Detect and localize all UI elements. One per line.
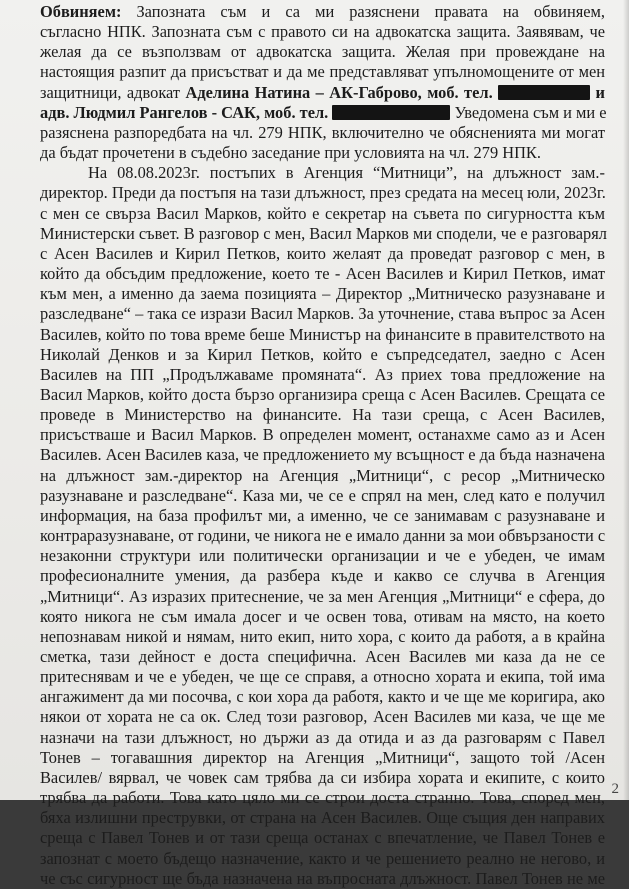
text-line: с Асен Василев и Кирил Петков, които желаят да проведат разговор с мен, в xyxy=(40,243,605,263)
text-line: присъстваше и Васил Марков. В определен момент, останахме само аз и Асен xyxy=(40,425,605,445)
text-line: Василев на ПП „Продължаваме промяната“. Аз приех това предложение на xyxy=(40,364,605,384)
text-line: Васил Марков, който доста бързо организира среща с Асен Василев. Срещата се xyxy=(40,384,605,404)
text-line: информация, на база профилът ми, а именно, че се занимавам с разузнаване и xyxy=(40,505,605,525)
text-line: на длъжност зам.-директор на Агенция „Митници“, с ресор „Митническо xyxy=(40,465,605,485)
text-line: адв. Людмил Рангелов - САК, моб. тел. Уведомена съм и ми е xyxy=(40,102,607,122)
text-line: Василев. Асен Василев каза, че предложението му всъщност е да бъда назначена xyxy=(40,445,605,465)
text-line: който да обсъдим предложение, което те - Асен Василев и Кирил Петков, имат xyxy=(40,264,605,284)
text-line: проведе в Министерство на финансите. На тази среща, с Асен Василев, xyxy=(40,405,605,425)
text-line: настоящия разпит да присъстват и да ме представляват упълномощените от мен xyxy=(40,62,605,82)
text-line: някои от хората не са ок. След този разговор, Асен Василев ми каза, че ще ме xyxy=(40,707,605,727)
text-line: Министерски съвет. В разговор с мен, Васил Марков ми сподели, че е разговарял xyxy=(40,223,607,243)
text-line: Тонев – тогавашния директор на Агенция „Митници“, защото той /Асен xyxy=(40,747,605,767)
text-line: Василев, който по това време беше Министър на финансите в правителството на xyxy=(40,324,605,344)
text-line: контраразузнаване, от години, че никога не е имало данни за мои обвързаности с xyxy=(40,526,606,546)
text-line: непознавам никой и нямам, нито екип, нито хора, с които да работя, а в крайна xyxy=(40,626,605,646)
text-line: с мен се свърза Васил Марков, който е секретар на съвета по сигурността към xyxy=(40,203,605,223)
text-line: да бъдат прочетени в съдебно заседание при условията на чл. 279 НПК. xyxy=(40,143,541,163)
text-line: разяснена разпоредбата на чл. 279 НПК, включително че обясненията ми могат xyxy=(40,122,605,142)
text-line: ангажимент да ми посочва, с кои хора да работя, както и че ще ме коригира, ако xyxy=(40,687,605,707)
text-line: трябва да работи. Това като цяло ми се строи доста странно. Това, според мен, xyxy=(40,788,605,808)
text-line: притеснявам и че е убеден, че ще се справя, а относно хората и екипа, той има xyxy=(40,667,605,687)
text-line: съгласно НПК. Запозната съм с правото си на адвокатска защита. Заявявам, че xyxy=(40,22,605,42)
text-line: запознат с моето бъдещо назначение, както и че решението реално не негово, и xyxy=(40,848,605,868)
document-body xyxy=(40,2,605,889)
text-line: На 08.08.2023г. постъпих в Агенция “Митници”, на длъжност зам.- xyxy=(88,163,605,183)
text-line: професионалните умения, да разбера къде и какво се случва в Агенция xyxy=(40,566,605,586)
text-line: назначи на тази длъжност, но държи аз да отида и аз да разговарям с Павел xyxy=(40,727,605,747)
redacted-phone xyxy=(332,105,450,120)
text-line: защитници, адвокат Аделина Натина – АК-Габрово, моб. тел. и xyxy=(40,82,605,102)
text-line: директор. Преди да постъпя на тази длъжност, през средата на месец юли, 2023г. xyxy=(40,183,606,203)
text-line: „Митници“. Аз изразих притеснение, че за мен Агенция „Митници“ е сфера, до xyxy=(40,586,605,606)
redacted-phone xyxy=(498,85,590,100)
text-line: среща с Павел Тонев и от тази среща останах с впечатление, че Павел Тонев е xyxy=(40,828,605,848)
text-line: желая да се възползвам от адвокатска защита. Желая при провеждане на xyxy=(40,42,605,62)
page-edge-shadow xyxy=(623,0,629,800)
defendant-label: Обвиняем: xyxy=(40,2,122,21)
text-line: сметка, тази дейност е доста специфична. Асен Василев ми каза да не се xyxy=(40,647,605,666)
text-line: към мен, а именно да заема позицията – Директор „Митническо разузнаване и xyxy=(40,284,605,304)
text-line: разузнаване и разследване“. Каза ми, че се е спрял на мен, след като е получил xyxy=(40,485,605,505)
text-line: че със сигурност ще бъда назначена на въпросната длъжност. Павел Тонев не ме xyxy=(40,868,605,888)
text-line: Василев/ вярвал, че човек сам трябва да си избира хората и екипите, с които xyxy=(40,767,605,787)
text-line: разследване“ – така се изрази Васил Марков. За уточнение, става въпрос за Асен xyxy=(40,304,605,324)
text-line: която никога не съм имала досег и че освен това, отивам на място, на което xyxy=(40,606,605,626)
text-line: бяха излишни преструвки, от страна на Асен Василев. Още същия ден направих xyxy=(40,808,605,828)
text-line: незаконни структури или политически организации и че е убеден, че имам xyxy=(40,546,605,566)
page-number: 2 xyxy=(611,781,619,797)
text-line: Обвиняем: Запозната съм и са ми разяснени правата на обвиняем, xyxy=(40,2,605,21)
text-line: Николай Денков и за Кирил Петков, който е съпредседател, заедно с Асен xyxy=(40,344,605,364)
